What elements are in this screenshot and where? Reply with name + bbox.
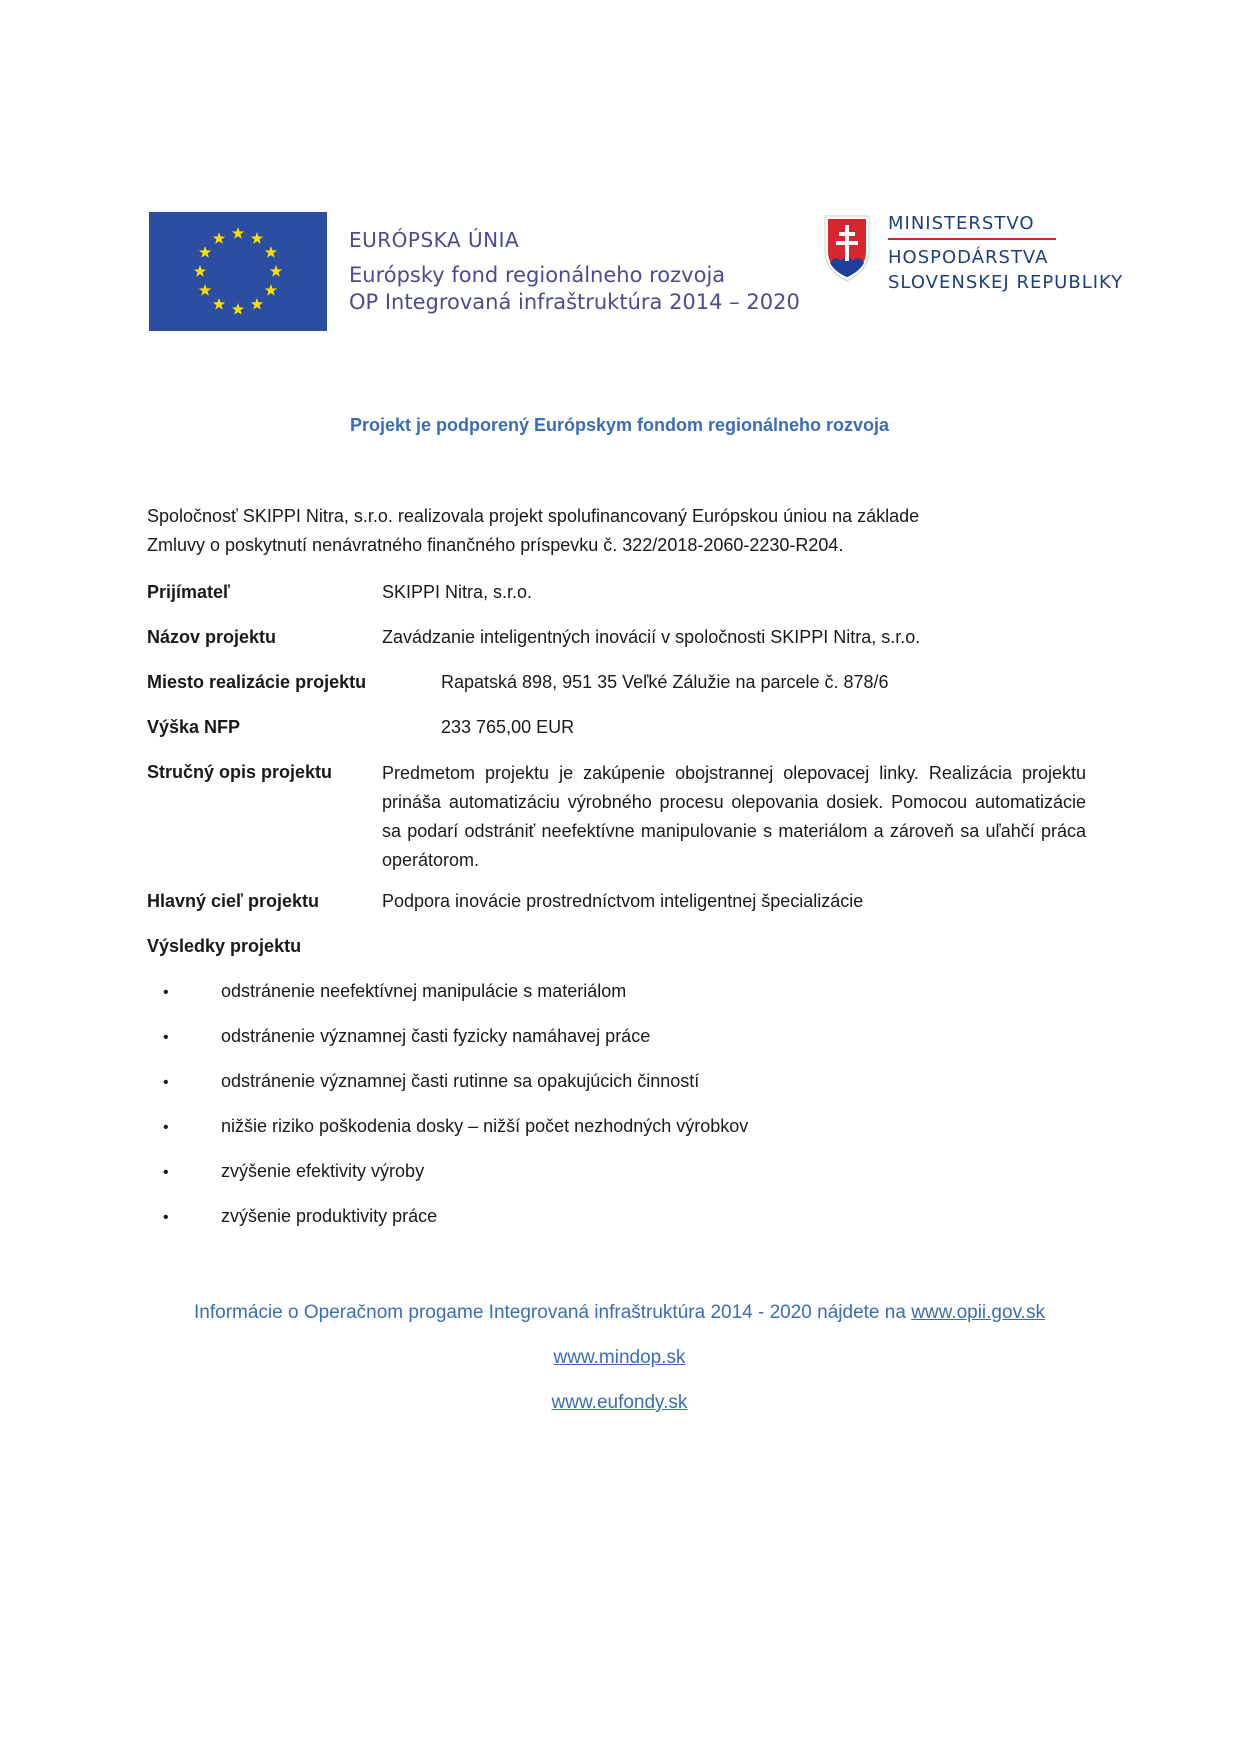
eu-flag-icon: [149, 212, 327, 331]
list-item: odstránenie významnej časti fyzicky namáhavej práce: [221, 1026, 651, 1046]
list-item: odstránenie neefektívnej manipulácie s materiálom: [221, 981, 627, 1001]
description-label: Stručný opis projektu: [147, 762, 333, 782]
goal-label: Hlavný cieľ projektu: [147, 891, 319, 911]
recipient-value: SKIPPI Nitra, s.r.o.: [382, 582, 533, 602]
footer-info: [0, 1302, 1239, 1324]
recipient-label: Prijímateľ: [147, 582, 230, 602]
project-name-value: Zavádzanie inteligentných inovácií v spoločnosti SKIPPI Nitra, s.r.o.: [382, 627, 921, 647]
list-item: zvýšenie efektivity výroby: [221, 1161, 425, 1181]
list-bullet: •: [163, 984, 169, 1001]
footer-info-text: Informácie o Operačnom progame Integrovaná infraštruktúra 2014 - 2020 nájdete na: [194, 1302, 912, 1323]
ministry-logo-rule: [888, 238, 1056, 240]
eu-logo-title: EURÓPSKA ÚNIA: [349, 228, 520, 252]
footer-mindop: [0, 1347, 1239, 1369]
project-name-label: Názov projektu: [147, 627, 277, 647]
list-item: zvýšenie produktivity práce: [221, 1206, 438, 1226]
ministry-logo-line3: SLOVENSKEJ REPUBLIKY: [888, 272, 1124, 293]
ministry-logo-line2: HOSPODÁRSTVA: [888, 247, 1049, 268]
support-heading: Projekt je podporený Európskym fondom regionálneho rozvoja: [349, 415, 890, 435]
location-label: Miesto realizácie projektu: [147, 672, 367, 692]
opii-link[interactable]: www.opii.gov.sk: [911, 1302, 1045, 1323]
eufondy-link[interactable]: www.eufondy.sk: [551, 1392, 688, 1413]
list-bullet: •: [163, 1029, 169, 1046]
list-item: nižšie riziko poškodenia dosky – nižší počet nezhodných výrobkov: [221, 1116, 749, 1136]
eu-logo-fund: Európsky fond regionálneho rozvoja: [349, 263, 726, 287]
intro-line-1: Spoločnosť SKIPPI Nitra, s.r.o. realizovala projekt spolufinancovaný Európskou úniou na základe: [147, 506, 920, 526]
results-label: Výsledky projektu: [147, 936, 302, 956]
intro-line-2: Zmluvy o poskytnutí nenávratného finančného príspevku č. 322/2018-2060-2230-R204.: [147, 535, 844, 555]
eu-logo-programme: OP Integrovaná infraštruktúra 2014 – 2020: [349, 290, 800, 314]
description-value: Predmetom projektu je zakúpenie obojstrannej olepovacej linky. Realizácia projektu prináša automatizáciu výrobného procesu olepovania dosiek. Pomocou automatizácie sa podarí odstrániť neefektívne manipulovanie s materiálom a zároveň sa uľahčí práca operátorom.: [382, 763, 1086, 870]
amount-value: 233 765,00 EUR: [441, 717, 575, 737]
mindop-link[interactable]: www.mindop.sk: [553, 1347, 686, 1368]
goal-value: Podpora inovácie prostredníctvom inteligentnej špecializácie: [382, 891, 864, 911]
list-bullet: •: [163, 1209, 169, 1226]
ministry-logo-line1: MINISTERSTVO: [888, 213, 1035, 234]
list-bullet: •: [163, 1164, 169, 1181]
list-item: odstránenie významnej časti rutinne sa opakujúcich činností: [221, 1071, 700, 1091]
footer-eufondy: [0, 1392, 1239, 1414]
slovak-coat-of-arms-icon: [824, 215, 870, 282]
list-bullet: •: [163, 1074, 169, 1091]
amount-label: Výška NFP: [147, 717, 241, 737]
intro-paragraph: [147, 502, 919, 560]
list-bullet: •: [163, 1119, 169, 1136]
location-value: Rapatská 898, 951 35 Veľké Zálužie na parcele č. 878/6: [441, 672, 889, 692]
